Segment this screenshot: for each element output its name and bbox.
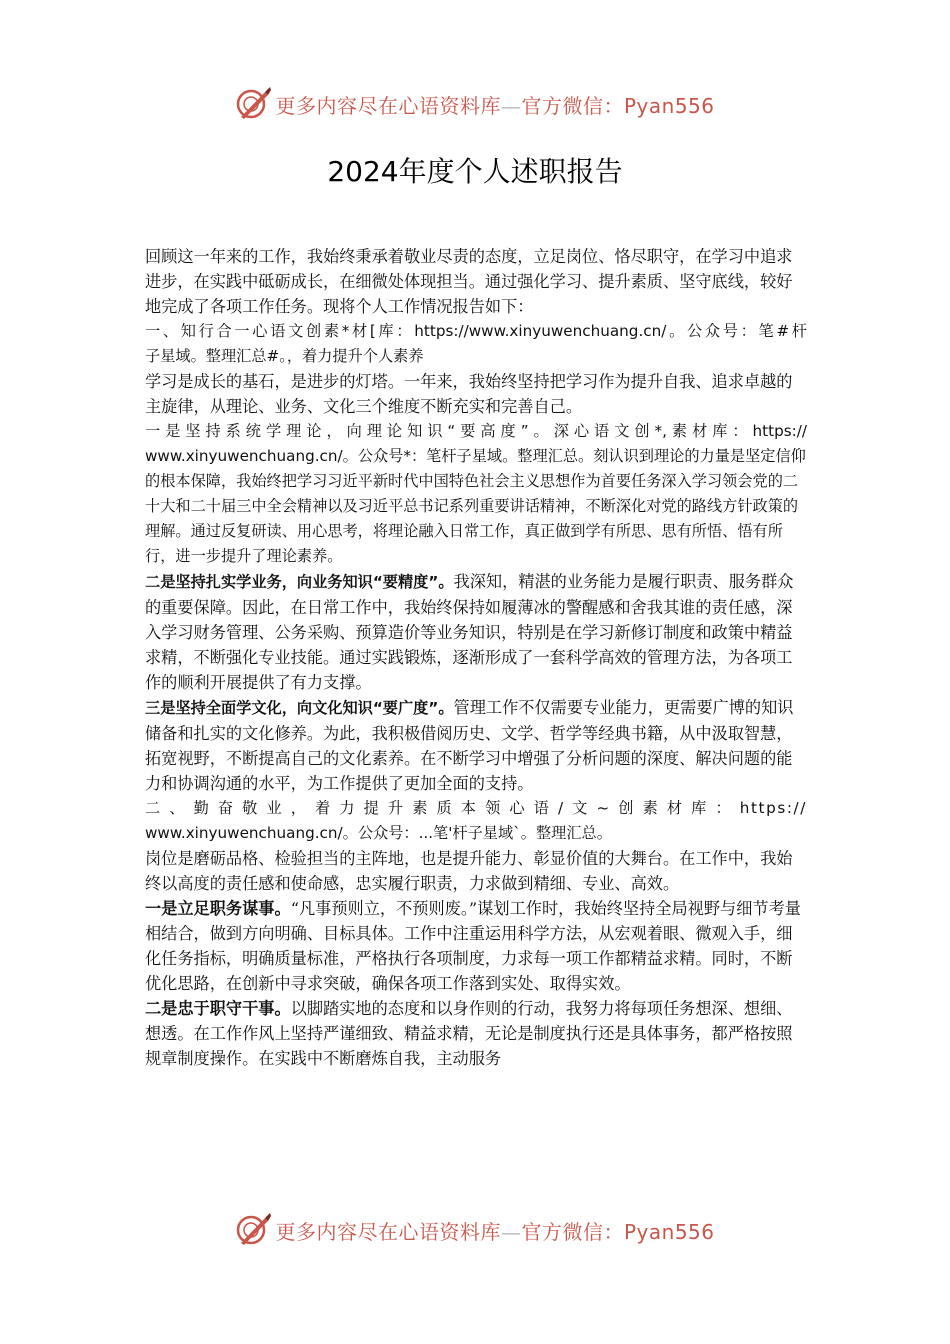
task-2-text: 以脚踏实地的态度和以身作则的行动，我努力将每项任务想深、想细、想透。在工作作风上坚持严谨细致、精益求精，无论是制度执行还是具体事务，都严格按照规章制度操作。在实践中不断磨炼自我，主动服务	[145, 999, 793, 1068]
section-heading-2-line-2: www.xinyuwenchuang.cn/。公众号：...笔'杆子星域`。整理汇总。	[145, 824, 612, 842]
subsection-1-text: www.xinyuwenchuang.cn/。公众号*：笔杆子星域。整理汇总。刻认识到理论的力量是坚定信仰的根本保障，我始终把学习习近平新时代中国特色社会主义思想作为首要任务深入学习领会党的二十大和二十届三中全会精神以及习近平总书记系列重要讲话精神，不断深化对党的路线方针政策的理解。通过反复研读、用心思考，将理论融入日常工作，真正做到学有所思、思有所悟、悟有所行，进一步提升了理论素养。	[145, 447, 806, 565]
subsection-2-lead: 二是坚持扎实学业务，向业务知识“要精度”。	[145, 573, 454, 591]
subsection-2-paragraph	[145, 569, 807, 695]
section-heading-2-line-1: 二、勤奋敬业，着力提升素质本领心语/文~创素材库：https://	[145, 799, 807, 817]
banner-separator: —	[500, 93, 522, 118]
banner-separator: —	[500, 1219, 522, 1244]
document-title: 2024年度个人述职报告	[327, 155, 623, 188]
task-1-paragraph	[145, 896, 807, 996]
task-2-paragraph	[145, 996, 807, 1071]
task-1-lead: 一是立足职务谋事。	[145, 899, 291, 918]
footer-banner	[0, 1210, 950, 1250]
intro-paragraph: 回顾这一年来的工作，我始终秉承着敬业尽责的态度，立足岗位、恪尽职守，在学习中追求进步，在实践中砥砺成长，在细微处体现担当。通过强化学习、提升素质、坚守底线，较好地完成了各项工作任务。现将个人工作情况报告如下：	[145, 247, 793, 316]
header-banner	[0, 84, 950, 124]
banner-official-label: 官方微信：	[521, 1219, 624, 1244]
banner-wechat-id: Pyan556	[623, 1219, 715, 1244]
subsection-1-line-1: 一是坚持系统学理论，向理论知识“要高度”。深心语文创*,素材库：https://	[145, 422, 807, 440]
banner-site-name: 更多内容尽在心语资料库	[275, 93, 501, 118]
section-heading-1-line-1: 一、知行合一心语文创素*材[库：https://www.xinyuwenchuang.cn/。公众号：笔#杆	[145, 322, 807, 340]
pen-logo-icon	[235, 1212, 271, 1248]
document-body	[145, 244, 807, 1071]
subsection-3-text: 管理工作不仅需要专业能力，更需要广博的知识储备和扎实的文化修养。为此，我积极借阅历史、文学、哲学等经典书籍，从中汲取智慧，拓宽视野，不断提高自己的文化素养。在不断学习中增强了分析问题的深度、解决问题的能力和协调沟通的水平，为工作提供了更加全面的支持。	[145, 698, 794, 793]
subsection-3-paragraph	[145, 695, 807, 796]
banner-official-label: 官方微信：	[521, 93, 624, 118]
subsection-2-text: 我深知，精湛的业务能力是履行职责、服务群众的重要保障。因此，在日常工作中，我始终保持如履薄冰的警醒感和舍我其谁的责任感，深入学习财务管理、公务采购、预算造价等业务知识，特别是在学习新修订制度和政策中精益求精，不断强化专业技能。通过实践锻炼，逐渐形成了一套科学高效的管理方法，为各项工作的顺利开展提供了有力支撑。	[145, 572, 794, 692]
task-2-lead: 二是忠于职守干事。	[145, 999, 291, 1018]
section-1-paragraph: 学习是成长的基石，是进步的灯塔。一年来，我始终坚持把学习作为提升自我、追求卓越的主旋律，从理论、业务、文化三个维度不断充实和完善自己。	[145, 372, 793, 416]
banner-wechat-id: Pyan556	[623, 93, 715, 118]
section-heading-1-line-2: 子星域。整理汇总#。，着力提升个人素养	[145, 347, 424, 365]
subsection-3-lead: 三是坚持全面学文化，向文化知识“要广度”。	[145, 699, 454, 717]
banner-site-name: 更多内容尽在心语资料库	[275, 1219, 501, 1244]
task-1-text: “凡事预则立，不预则废。”谋划工作时，我始终坚持全局视野与细节考量相结合，做到方向明确、目标具体。工作中注重运用科学方法，从宏观着眼、微观入手，细化任务指标，明确质量标准，严格执行各项制度，力求每一项工作都精益求精。同时，不断优化思路，在创新中寻求突破，确保各项工作落到实处、取得实效。	[145, 899, 801, 993]
pen-logo-icon	[235, 86, 271, 122]
section-2-paragraph: 岗位是磨砺品格、检验担当的主阵地，也是提升能力、彰显价值的大舞台。在工作中，我始终以高度的责任感和使命感，忠实履行职责，力求做到精细、专业、高效。	[145, 849, 793, 893]
